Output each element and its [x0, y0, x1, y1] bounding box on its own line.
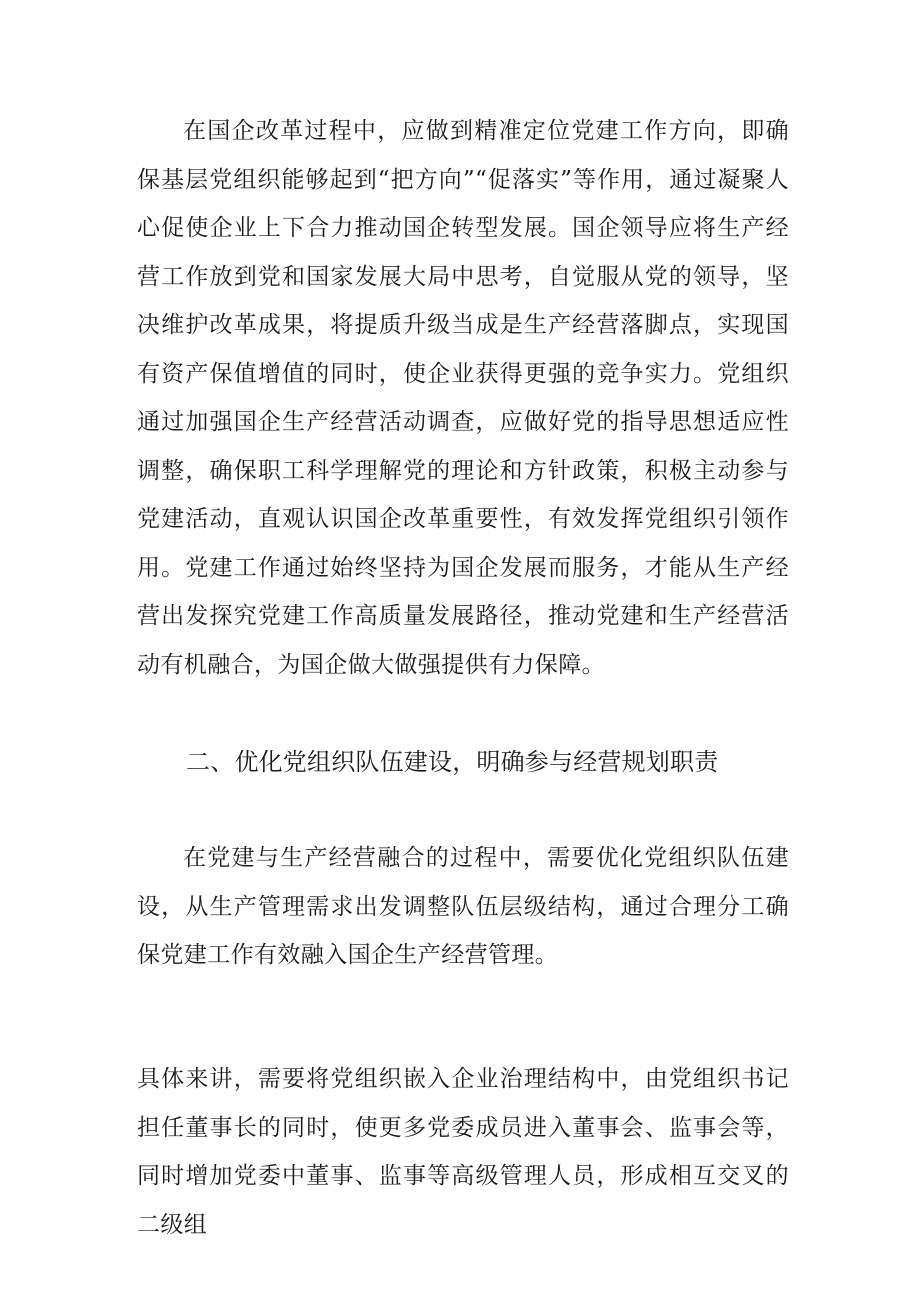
- section-heading: 二、优化党组织队伍建设，明确参与经营规划职责: [186, 748, 719, 776]
- body-paragraph-3: 具体来讲，需要将党组织嵌入企业治理结构中，由党组织书记担任董事长的同时，使更多党委成员进入董事会、监事会等，同时增加党委中董事、监事等高级管理人员，形成相互交叉的二级组: [137, 1066, 789, 1238]
- body-paragraph-1: 在国企改革过程中，应做到精准定位党建工作方向，即确保基层党组织能够起到“把方向”“促落实”等作用，通过凝聚人心促使企业上下合力推动国企转型发展。国企领导应将生产经营工作放到党和国家发展大局中思考，自觉服从党的领导，坚决维护改革成果，将提质升级当成是生产经营落脚点，实现国有资产保值增值的同时，使企业获得更强的竞争实力。党组织通过加强国企生产经营活动调查，应做好党的指导思想适应性调整，确保职工科学理解党的理论和方针政策，积极主动参与党建活动，直观认识国企改革重要性，有效发挥党组织引领作用。党建工作通过始终坚持为国企发展而服务，才能从生产经营出发探究党建工作高质量发展路径，推动党建和生产经营活动有机融合，为国企做大做强提供有力保障。: [137, 118, 789, 678]
- body-paragraph-2: 在党建与生产经营融合的过程中，需要优化党组织队伍建设，从生产管理需求出发调整队伍层级结构，通过合理分工确保党建工作有效融入国企生产经营管理。: [137, 845, 789, 968]
